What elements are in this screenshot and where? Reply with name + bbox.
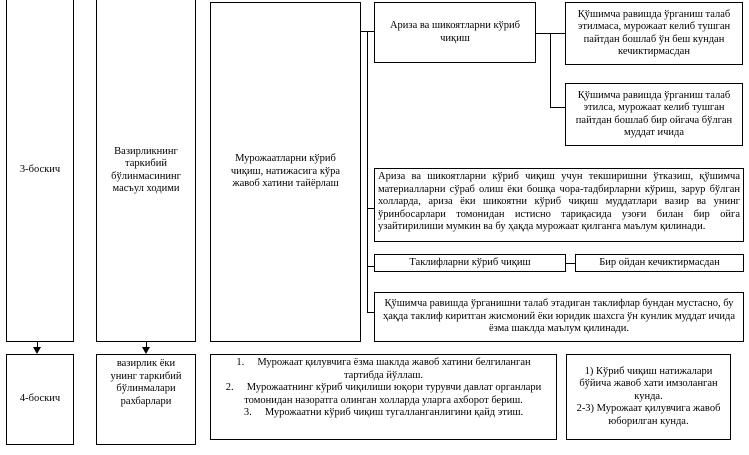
stage4-label [6, 354, 74, 445]
no-study-deadline [565, 2, 743, 65]
stage4-result [566, 354, 731, 440]
proposal-extra-text: Қўшимча равишда ўрганишни талаб этадиган таклифлар бундан мустасно, бу ҳақда таклиф киритган жисмоний ёки юридик шахсга ўн кунлик муддат ичида ёзма шаклда маълум қилинади. [382, 298, 735, 335]
connector-line [550, 33, 551, 107]
proposals-text: Таклифларни кўриб чиқиш [409, 256, 531, 268]
stage4-executor [96, 354, 196, 445]
stage4-executor-text: вазирлик ёки унинг таркибий бўлинмалари рахбарлари [110, 358, 182, 407]
list-item: 3. Мурожаатни кўриб чиқиш тугалланганлигини қайд этиш. [243, 407, 524, 418]
list-item: 1. Мурожаат қилувчига ёзма шаклда жавоб хатини белгиланган тартибда йўллаш. [236, 357, 531, 381]
stage3-action [210, 2, 361, 342]
stage3-label-text: 3-боскич [19, 164, 61, 176]
connector-line [367, 312, 374, 313]
extension-text: Ариза ва шикоятларни кўриб чиқиш учун текширишни ўтказиш, қўшимча материалларни сўраб олиш ёки бошқа чора-тадбирларни кўриш, зарур бўлган холларда, ариза ёки шикоятни кўриб чиқиш муддатлари вазир ва унинг ўринбосарлари томонидан истисно тариқасида узоғи билан бир ойга узайтирилиши мумкин ва бу ҳақда мурожаат қилганга маълум қилинади. [378, 171, 740, 232]
stage4-result-text: 1) Кўриб чиқиш натижалари бўйича жавоб хати имзоланган кунда. 2-3) Мурожаат қилувчига жавоб юборилган кунда. [576, 365, 721, 427]
stage3-executor [96, 0, 196, 342]
proposal-extra-box [374, 292, 744, 342]
study-deadline-text: Қўшимча равишда ўрганиш талаб этилса, мурожаат келиб тушган пайтдан бошлаб бир ойгача бўлган муддат ичида [575, 89, 733, 138]
proposals-box [374, 254, 566, 272]
no-study-deadline-text: Қўшимча равишда ўрганиш талаб этилмаса, мурожаат келиб тушган пайтдан бошлаб ўн беш кундан кечиктирмасдан [577, 8, 731, 57]
connector-line [367, 208, 374, 209]
proposal-deadline-text: Бир ойдан кечиктирмасдан [599, 256, 720, 268]
stage4-steps-list [216, 357, 551, 420]
connector-line [566, 263, 575, 264]
list-item: 2. Мурожаатнинг кўриб чиқилиши юқори турувчи давлат органлари томонидан назоратга олинган холларда уларга ахборот бериш. [225, 382, 542, 406]
stage4-steps [210, 354, 557, 440]
down-arrow-icon [33, 347, 41, 354]
stage4-label-text: 4-боскич [19, 393, 61, 405]
connector-line [550, 107, 565, 108]
extension-box [374, 168, 744, 242]
stage3-executor-text: Вазирликнинг таркибий бўлинмасининг масъул ходими [111, 145, 181, 194]
study-deadline [565, 83, 743, 146]
review-box [374, 2, 536, 63]
proposal-deadline-box [575, 254, 744, 272]
down-arrow-icon [142, 347, 150, 354]
stage3-action-text: Мурожаатларни кўриб чиқиш, натижасига кўра жавоб хатини тайёрлаш [230, 153, 341, 190]
review-text: Ариза ва шикоятларни кўриб чиқиш [389, 20, 521, 44]
connector-line [367, 266, 374, 267]
connector-line [367, 31, 368, 312]
stage3-label [6, 0, 74, 342]
